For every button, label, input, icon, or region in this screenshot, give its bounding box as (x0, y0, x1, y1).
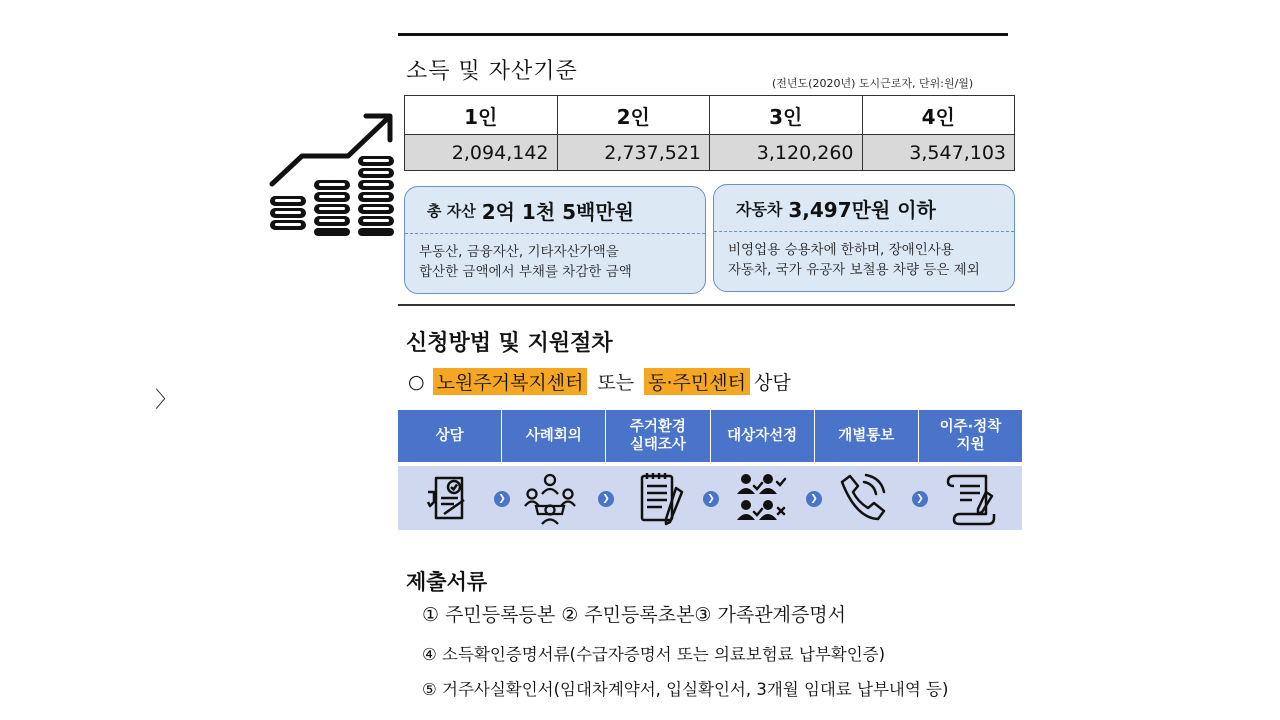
meeting-people-icon (522, 470, 578, 526)
coins-growth-icon (266, 108, 398, 238)
notepad-pen-icon (632, 470, 688, 526)
top-divider (398, 33, 1008, 36)
documents-line-3: ⑤ 거주사실확인서(임대차계약서, 입실확인서, 3개월 임대료 납부내역 등) (422, 680, 949, 699)
documents-section-title: 제출서류 (406, 570, 488, 594)
documents-line-2: ④ 소득확인증명서류(수급자증명서 또는 의료보험료 납부확인증) (422, 645, 886, 664)
asset-label: 총 자산 (427, 201, 476, 220)
asset-desc-line: 합산한 금액에서 부채를 차감한 금액 (419, 264, 632, 280)
apply-section-title: 신청방법 및 지원절차 (406, 331, 613, 356)
header-2person: 2인 (557, 96, 710, 135)
asset-criteria-heading (405, 187, 705, 234)
phone-call-icon (834, 470, 890, 526)
value-1person: 2,094,142 (405, 135, 558, 171)
car-criteria-heading (714, 185, 1014, 232)
step-notification: 개별통보 (815, 410, 919, 462)
section-divider (398, 304, 1015, 306)
income-table (404, 95, 1015, 171)
housing-welfare-center-highlight: 노원주거복지센터 (433, 368, 588, 395)
value-4person: 3,547,103 (862, 135, 1015, 171)
car-desc-line: 비영업용 승용차에 한하며, 장애인사용 (728, 242, 954, 258)
step-selection: 대상자선정 (711, 410, 815, 462)
header-4person: 4인 (862, 96, 1015, 135)
step-consult: 상담 (398, 410, 502, 462)
value-3person: 3,120,260 (710, 135, 863, 171)
step-arrow-icon: ❯ (912, 491, 928, 507)
step-arrow-icon: ❯ (494, 491, 510, 507)
consult-text: 상담 (753, 372, 791, 394)
asset-criteria-box (404, 186, 706, 294)
process-icons-row (398, 466, 1022, 530)
header-1person: 1인 (405, 96, 558, 135)
apply-method-line (408, 368, 791, 395)
car-desc-line: 자동차, 국가 유공자 보철용 차량 등은 제외 (728, 262, 980, 278)
documents-line-1: ① 주민등록등본 ② 주민등록초본③ 가족관계증명서 (422, 604, 846, 626)
car-limit: 3,497만원 이하 (788, 197, 936, 222)
car-description (714, 232, 1014, 288)
asset-limit: 2억 1천 5백만원 (481, 199, 634, 224)
step-relocation-support: 이주·정착 지원 (939, 419, 1002, 453)
step-case-meeting: 사례회의 (502, 410, 606, 462)
asset-description (405, 234, 705, 290)
step-arrow-icon: ❯ (806, 491, 822, 507)
asset-desc-line: 부동산, 금융자산, 기타자산가액을 (419, 244, 619, 260)
car-criteria-box (713, 184, 1015, 292)
next-chevron-icon[interactable]: 〉 (155, 388, 178, 413)
income-section-title: 소득 및 자산기준 (406, 59, 578, 84)
document-check-icon (420, 470, 476, 526)
contract-scroll-icon (942, 470, 998, 526)
header-3person: 3인 (710, 96, 863, 135)
step-arrow-icon: ❯ (703, 491, 719, 507)
step-housing-survey: 주거환경 실태조사 (606, 410, 710, 462)
process-header (398, 410, 1022, 462)
step-arrow-icon: ❯ (598, 491, 614, 507)
or-text: 또는 (597, 372, 635, 394)
unit-note: (전년도(2020년) 도시근로자, 단위:원/월) (772, 77, 974, 90)
bullet-circle: ○ (408, 370, 425, 393)
car-label: 자동차 (736, 199, 783, 219)
people-selection-icon (734, 470, 790, 526)
value-2person: 2,737,521 (557, 135, 710, 171)
community-center-highlight: 동·주민센터 (644, 368, 750, 395)
income-table-value-row (405, 135, 1015, 171)
income-table-header-row (405, 96, 1015, 135)
